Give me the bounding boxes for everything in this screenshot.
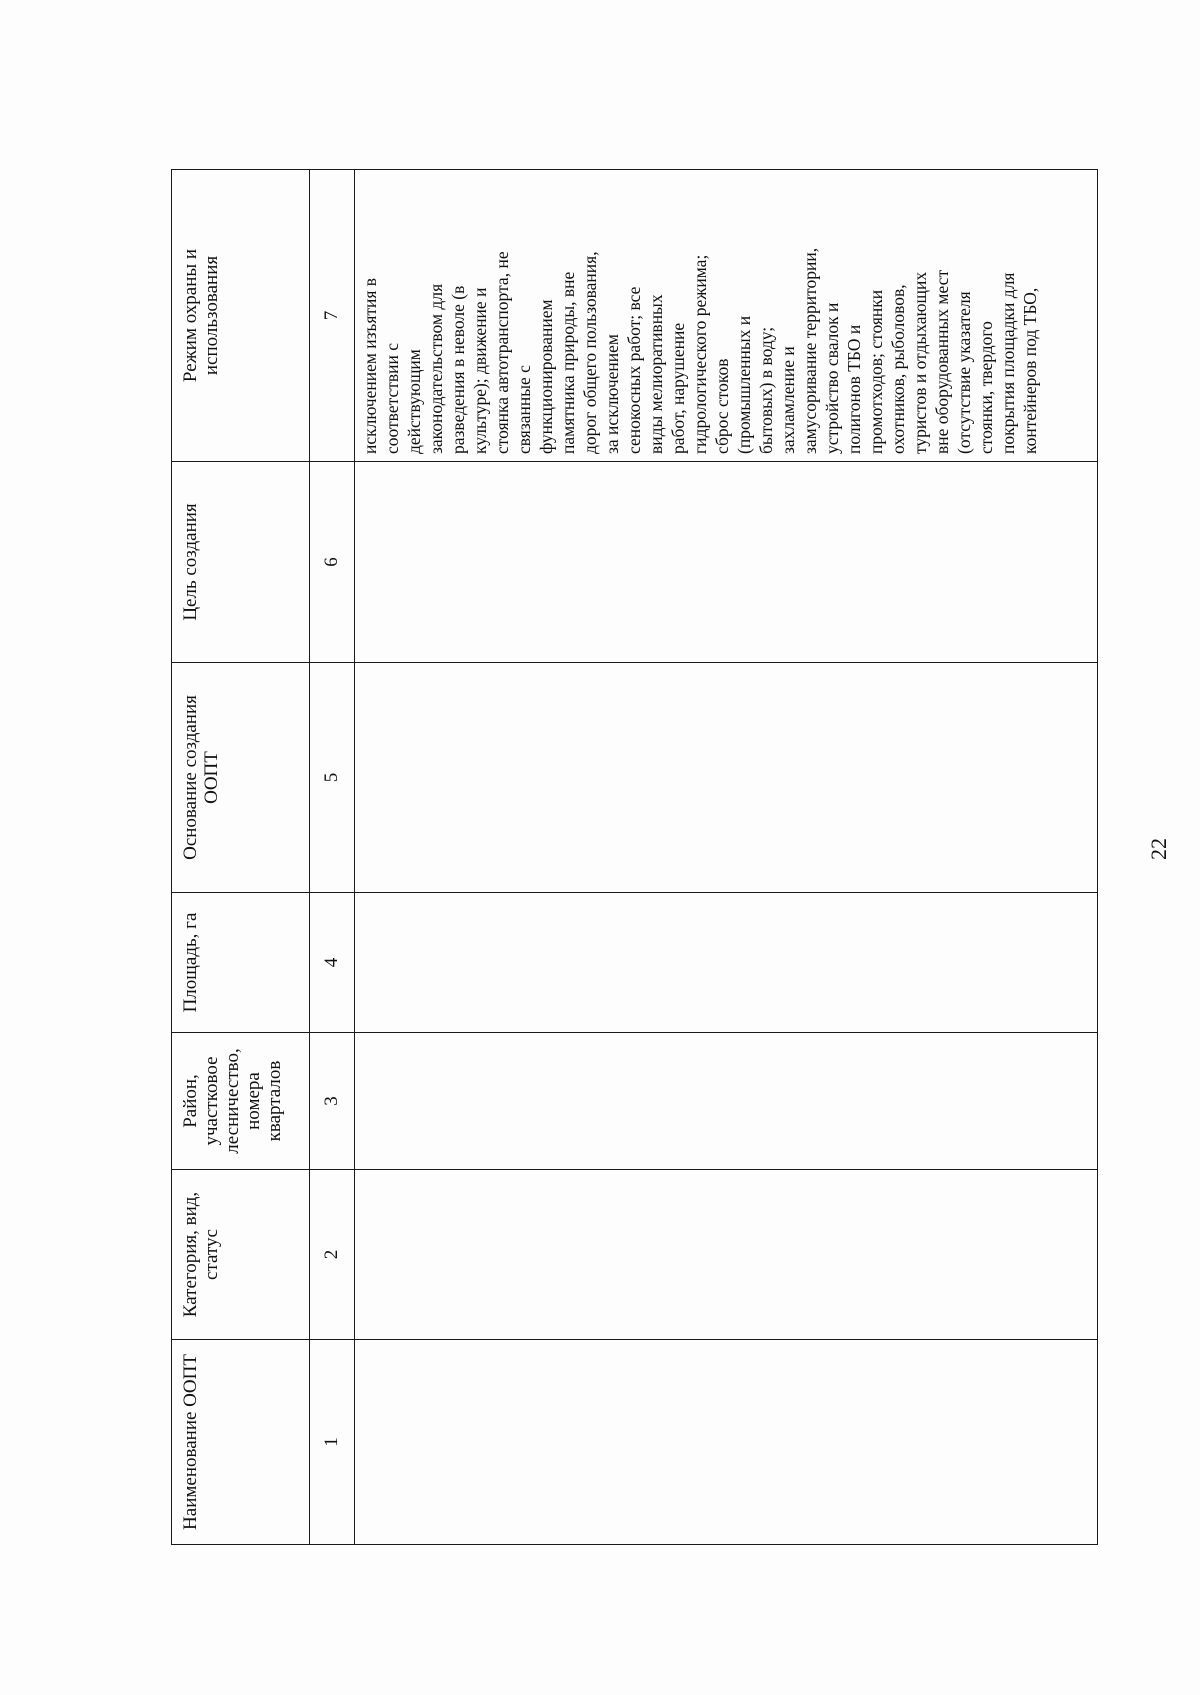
header-area: Площадь, га bbox=[172, 893, 310, 1033]
regime-line: памятника природы, вне bbox=[558, 271, 578, 454]
regime-line: соответствии с bbox=[382, 342, 402, 454]
column-number: 3 bbox=[310, 1033, 355, 1170]
regime-line: покрытия площадки для bbox=[998, 272, 1018, 454]
cell-basis bbox=[355, 663, 1098, 893]
header-row bbox=[172, 170, 310, 1545]
regime-line: бытовых) в воду; bbox=[756, 326, 776, 454]
oopt-table bbox=[171, 169, 1098, 1545]
regime-line: полигонов ТБО и bbox=[844, 324, 864, 454]
regime-line: связанные с bbox=[514, 365, 534, 454]
regime-line: (промышленных и bbox=[734, 315, 754, 454]
regime-line: стоянки, твердого bbox=[976, 321, 996, 454]
cell-category bbox=[355, 1170, 1098, 1340]
regime-line: замусоривание территории, bbox=[800, 247, 820, 454]
regime-line: разведения в неволе (в bbox=[448, 285, 468, 454]
regime-line: контейнеров под ТБО, bbox=[1020, 287, 1040, 454]
regime-line: исключением изъятия в bbox=[360, 277, 380, 454]
table-row bbox=[355, 170, 1098, 1545]
header-basis: Основание создания ООПТ bbox=[172, 663, 310, 893]
regime-line: охотников, рыболовов, bbox=[888, 284, 908, 454]
regime-line: стоянка автотранспорта, не bbox=[492, 251, 512, 454]
column-number: 1 bbox=[310, 1340, 355, 1545]
regime-line: функционированием bbox=[536, 299, 556, 454]
regime-line: гидрологического режима; bbox=[690, 254, 710, 454]
regime-line: виды мелиоративных bbox=[646, 294, 666, 454]
column-number: 7 bbox=[310, 170, 355, 462]
cell-district bbox=[355, 1033, 1098, 1170]
cell-name bbox=[355, 1340, 1098, 1545]
column-number: 4 bbox=[310, 893, 355, 1033]
column-number: 2 bbox=[310, 1170, 355, 1340]
regime-line: культуре); движение и bbox=[470, 287, 490, 454]
header-purpose: Цель создания bbox=[172, 462, 310, 663]
header-district: Район, участковое лесничество, номера кварталов bbox=[172, 1033, 310, 1170]
regime-line: (отсутствие указателя bbox=[954, 291, 974, 454]
regime-line: промотходов; стоянки bbox=[866, 289, 886, 454]
header-regime: Режим охраны и использования bbox=[172, 170, 310, 462]
cell-area bbox=[355, 893, 1098, 1033]
regime-line: законодательством для bbox=[426, 283, 446, 454]
header-name: Наименование ООПТ bbox=[172, 1340, 310, 1545]
regime-line: дорог общего пользования, bbox=[580, 251, 600, 454]
regime-line: действующим bbox=[404, 349, 424, 454]
regime-line: туристов и отдыхающих bbox=[910, 271, 930, 454]
column-number: 6 bbox=[310, 462, 355, 663]
regime-line: вне оборудованных мест bbox=[932, 269, 952, 454]
rotated-table-wrapper bbox=[171, 170, 1097, 1545]
regime-line: за исключением bbox=[602, 334, 622, 454]
cell-regime bbox=[355, 170, 1098, 462]
column-number: 5 bbox=[310, 663, 355, 893]
regime-line: устройство свалок и bbox=[822, 302, 842, 454]
regime-text bbox=[355, 170, 1041, 461]
regime-line: работ, нарушение bbox=[668, 322, 688, 454]
cell-purpose bbox=[355, 462, 1098, 663]
header-category: Категория, вид, статус bbox=[172, 1170, 310, 1340]
column-number-row bbox=[310, 170, 355, 1545]
regime-line: сенокосных работ; все bbox=[624, 286, 644, 454]
regime-line: захламление и bbox=[778, 346, 798, 454]
regime-line: сброс стоков bbox=[712, 358, 732, 454]
page-number: 22 bbox=[1146, 838, 1171, 860]
